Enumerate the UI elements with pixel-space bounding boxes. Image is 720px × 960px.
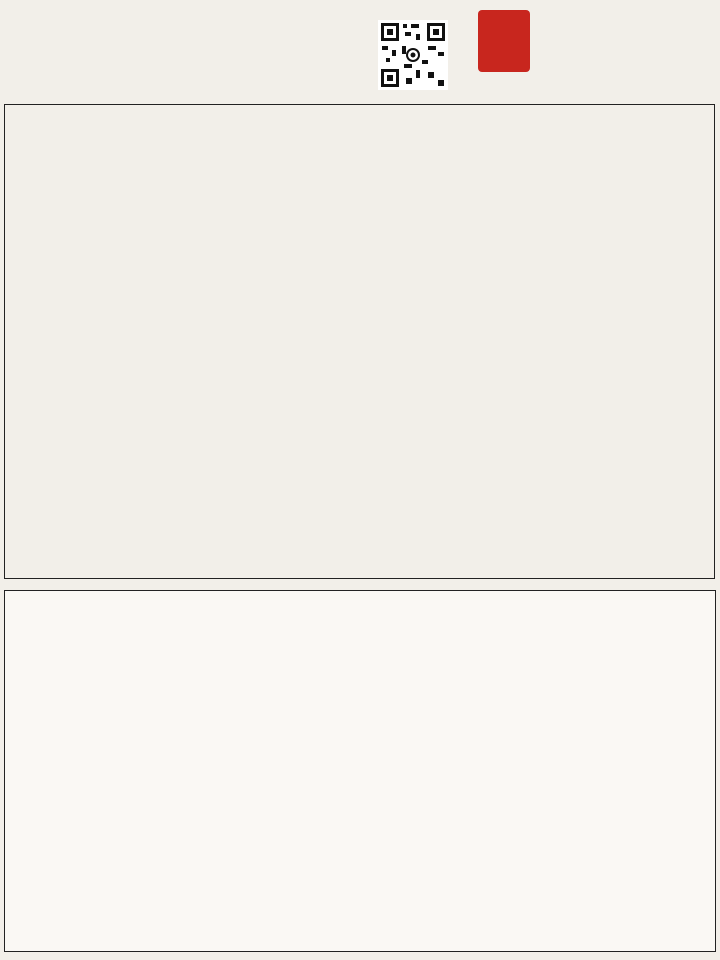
header	[0, 0, 720, 100]
qr-code-icon	[378, 20, 448, 90]
yearly-luck-grid	[4, 590, 716, 952]
chart-grid	[4, 104, 715, 579]
red-seal-logo	[478, 10, 530, 72]
